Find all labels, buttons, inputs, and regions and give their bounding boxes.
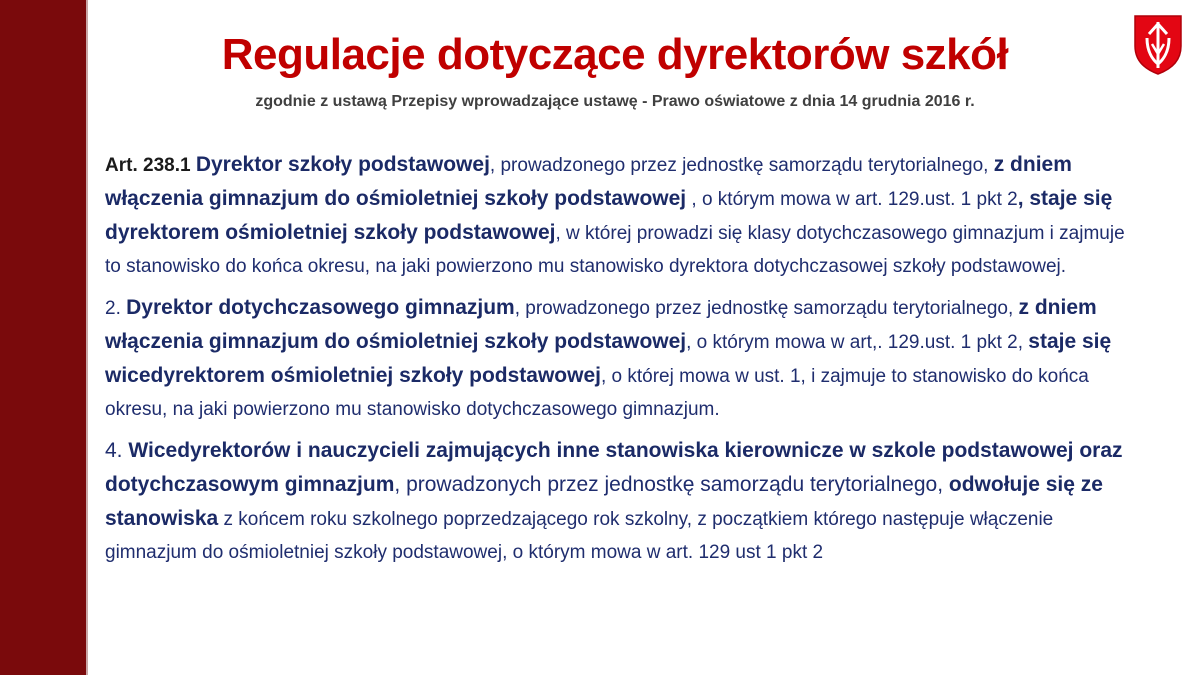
slide-body: [105, 148, 1135, 577]
paragraph-2: [105, 291, 1135, 426]
paragraph-number: 4.: [105, 439, 129, 462]
paragraph-art-238-1: [105, 148, 1135, 283]
emphasis-text: Wicedyrektorów i nauczycieli zajmujących inne stanowiska kierownicze w szkole podstawowej oraz dotychczasowym gimnazjum: [105, 439, 1123, 496]
article-number: Art. 238.1: [105, 155, 196, 176]
slide-subtitle: zgodnie z ustawą Przepisy wprowadzające ustawę - Prawo oświatowe z dnia 14 grudnia 2016 r.: [255, 93, 975, 110]
paragraph-number: 2.: [105, 298, 127, 319]
city-coat-of-arms-icon: [1133, 14, 1183, 76]
slide-title: Regulacje dotyczące dyrektorów szkół: [221, 30, 1009, 79]
body-text: , o której mowa w ust. 1, i zajmuje to stanowisko do końca okresu, na jaki powierzono mu stanowisko dotychczasowego gimnazjum.: [105, 366, 1089, 420]
body-text: , prowadzonego przez jednostkę samorządu terytorialnego,: [514, 298, 1019, 319]
body-text: , o którym mowa w art. 129.ust. 1 pkt 2: [686, 189, 1018, 210]
emphasis-text: z dniem włączenia gimnazjum do ośmioletniej szkoły podstawowej: [105, 153, 1072, 210]
body-text: , prowadzonych przez jednostkę samorządu terytorialnego,: [394, 473, 949, 496]
emphasis-text: , staje się dyrektorem ośmioletniej szkoły podstawowej: [105, 187, 1113, 244]
body-text: , o którym mowa w art,. 129.ust. 1 pkt 2,: [686, 332, 1029, 353]
left-bar-divider: [86, 0, 88, 675]
emphasis-text: Dyrektor szkoły podstawowej: [195, 153, 490, 176]
emphasis-text: Dyrektor dotychczasowego gimnazjum: [126, 296, 515, 319]
body-text: z końcem roku szkolnego poprzedzającego rok szkolny, z początkiem którego następuje włączenie gimnazjum do ośmioletniej szkoły podstawowej, o którym mowa w art. 129 ust 1 pkt 2: [105, 509, 1054, 563]
body-text: , w której prowadzi się klasy dotychczasowego gimnazjum i zajmuje to stanowisko do końca okresu, na jaki powierzono mu stanowisko dyrektora dotychczasowej szkoły podstawowej.: [105, 223, 1125, 277]
emphasis-text: odwołuje się ze stanowiska: [105, 473, 1103, 530]
body-text: , prowadzonego przez jednostkę samorządu terytorialnego,: [489, 155, 994, 176]
left-decorative-bar: [0, 0, 86, 675]
emphasis-text: z dniem włączenia gimnazjum do ośmioletniej szkoły podstawowej: [105, 296, 1097, 353]
paragraph-4: [105, 434, 1135, 569]
emphasis-text: staje się wicedyrektorem ośmioletniej szkoły podstawowej: [105, 330, 1112, 387]
